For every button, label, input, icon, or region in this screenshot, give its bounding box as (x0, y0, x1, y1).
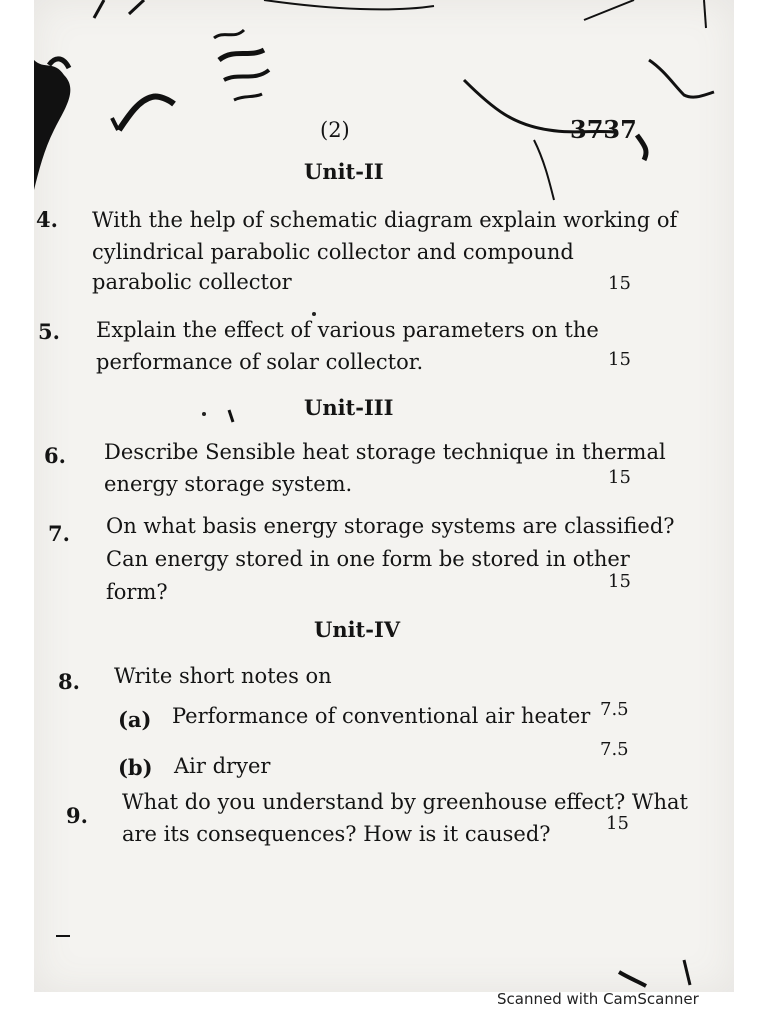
part-text: Air dryer (174, 754, 271, 778)
question-line: With the help of schematic diagram explain working of (92, 208, 678, 232)
question-line: What do you understand by greenhouse effect? What (122, 790, 688, 814)
question-line: On what basis energy storage systems are classified? (106, 514, 675, 538)
question-number: 9. (66, 803, 88, 828)
question-line: are its consequences? How is it caused? (122, 822, 551, 846)
question-line: cylindrical parabolic collector and compound (92, 240, 574, 264)
question-marks: 15 (608, 571, 631, 592)
question-marks: 15 (606, 813, 629, 834)
part-marks: 7.5 (600, 739, 629, 760)
unit-heading: Unit-III (304, 395, 394, 420)
page-number: (2) (320, 118, 350, 142)
question-line: Write short notes on (114, 664, 332, 688)
question-number: 5. (38, 319, 60, 344)
unit-heading: Unit-II (304, 159, 384, 184)
part-label: (b) (118, 755, 153, 780)
question-number: 6. (44, 443, 66, 468)
question-line: Can energy stored in one form be stored in other (106, 547, 630, 571)
question-line: energy storage system. (104, 472, 353, 496)
question-number: 7. (48, 521, 70, 546)
scanner-watermark: Scanned with CamScanner (497, 990, 699, 1008)
question-line: form? (106, 580, 168, 604)
paper-code: 3737 (570, 115, 637, 144)
question-number: 4. (36, 207, 58, 232)
question-marks: 15 (608, 467, 631, 488)
question-line: Describe Sensible heat storage technique in thermal (104, 440, 666, 464)
part-label: (a) (118, 707, 152, 732)
unit-heading: Unit-IV (314, 617, 401, 642)
question-line: Explain the effect of various parameters on the (96, 318, 599, 342)
question-line: performance of solar collector. (96, 350, 424, 374)
question-line: parabolic collector (92, 270, 292, 294)
exam-page (34, 0, 734, 992)
question-marks: 15 (608, 349, 631, 370)
question-number: 8. (58, 669, 80, 694)
part-marks: 7.5 (600, 699, 629, 720)
question-marks: 15 (608, 273, 631, 294)
part-text: Performance of conventional air heater (172, 704, 591, 728)
